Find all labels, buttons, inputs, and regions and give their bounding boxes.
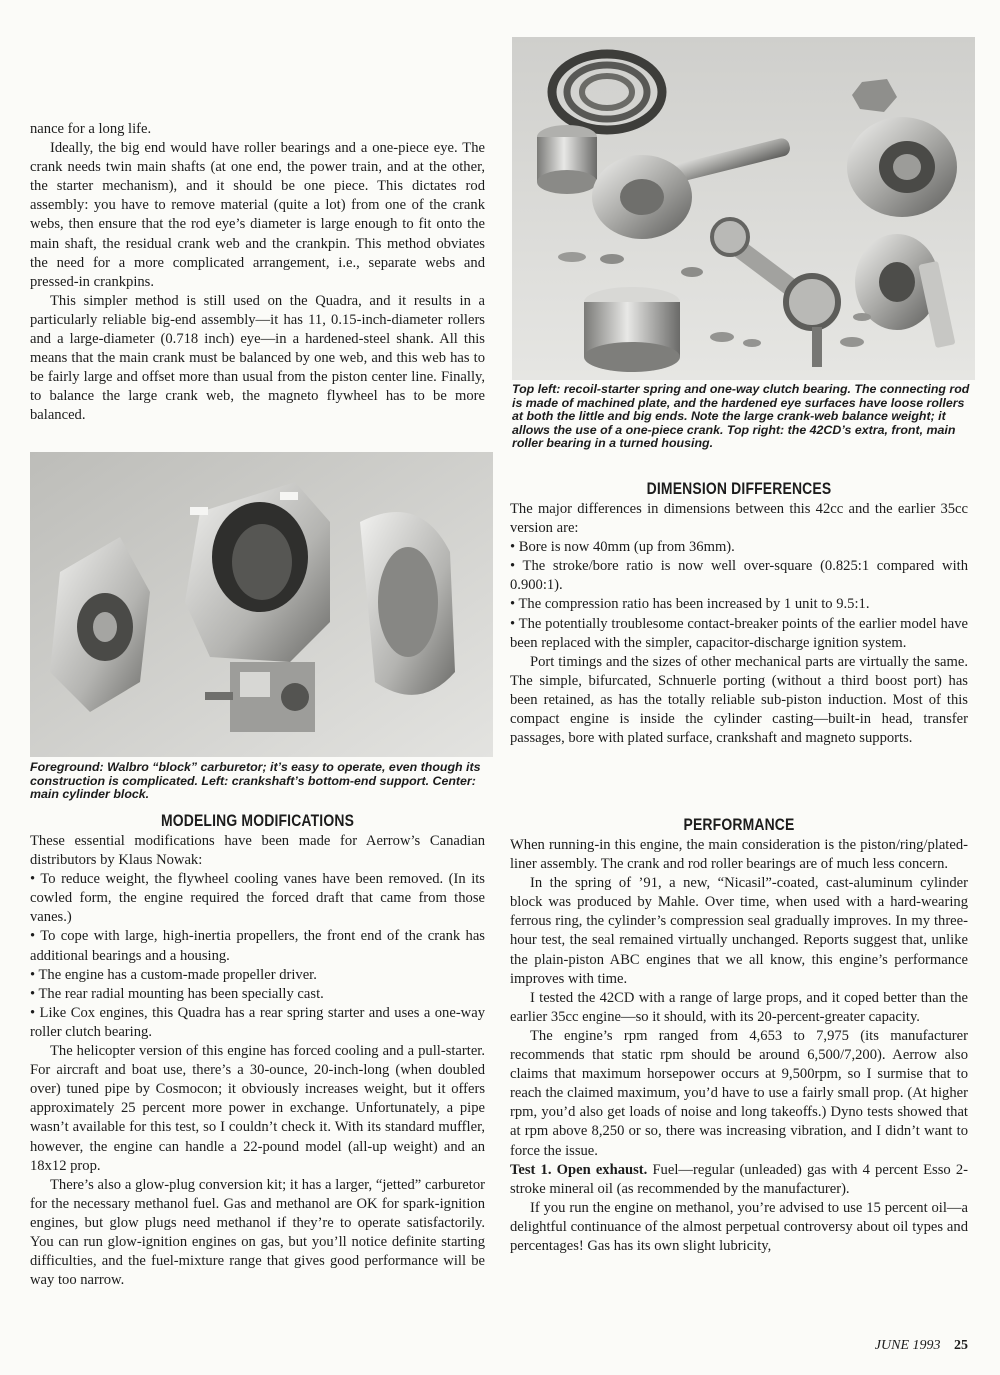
paragraph: In the spring of ’91, a new, “Nicasil”-coated, cast-aluminum cylinder block was produced by Mahle. Over time, when used with a hard-wearing ferrous ring, the cylinder’s compression seal gradually improves. In my three-hour test, the seal remained virtually unchanged. Reports suggest that, unlike the plain-piston ABC engines that we all know, this engine’s performance improves with time. [510, 875, 968, 987]
paragraph: This simpler method is still used on the Quadra, and it results in a particularly reliable big-end assembly—it has 11, 0.15-inch-diameter rollers and a large-diameter (0.718 inch) eye—in a hardened-steel shank. All this means that the main crank must be balanced by one web, and this web has to be fairly large and offset more than usual from the piston center line. Finally, to balance the large crank web, the magneto flywheel has to be more balanced. [30, 292, 485, 424]
bullet-item: • To cope with large, high-inertia propellers, the front end of the crank has additional bearings and a housing. [30, 928, 485, 964]
bullet-item: • Like Cox engines, this Quadra has a rear spring starter and uses a one-way roller clutch bearing. [30, 1004, 485, 1040]
article-column-left-bottom [30, 832, 485, 1290]
cylinder-block [185, 482, 330, 662]
issue-date: JUNE 1993 [874, 1338, 941, 1353]
paragraph: When running-in this engine, the main consideration is the piston/ring/plated-liner assembly. The crank and rod roller bearings are of much less concern. [510, 837, 968, 873]
article-column-right-bottom [510, 836, 968, 1256]
paragraph: These essential modifications have been made for Aerrow’s Canadian distributors by Klaus Nowak: [30, 833, 485, 869]
paragraph: The major differences in dimensions between this 42cc and the earlier 35cc version are: [510, 501, 968, 537]
piston [584, 287, 680, 372]
bullet-item: • The stroke/bore ratio is now well over-square (0.825:1 compared with 0.900:1). [510, 558, 968, 594]
section-heading-performance: PERFORMANCE [683, 815, 795, 834]
paragraph: Port timings and the sizes of other mechanical parts are virtually the same. The simple, bifurcated, Schnuerle porting (without a third boost port) has been retained, as has the totally reliable sub-piston induction. Most of this compact engine is inside the cylinder casting—built-in head, transfer passages, bore with plated surface, crankshaft and magneto supports. [510, 653, 968, 747]
engine-cover [360, 512, 455, 695]
engine-parts-illustration [512, 37, 975, 380]
test-label: Test 1. Open exhaust. [510, 1161, 648, 1178]
cylinder-block-photo [30, 452, 493, 757]
photo-caption-left: Foreground: Walbro “block” carburetor; it’s easy to operate, even though its construction is complicated. Left: crankshaft’s bottom-end support. Center: main cylinder block. [30, 760, 481, 802]
paragraph: There’s also a glow-plug conversion kit; it has a larger, “jetted” carburetor for the necessary methanol fuel. Gas and methanol are OK for spark-ignition engines, but glow plugs need methanol if they’re to operate satisfactorily. You can run glow-ignition engines on gas, but you’ll notice definite starting difficulties, and the fuel-mixture range that gives good performance will be way too narrow. [30, 1176, 485, 1289]
paragraph: If you run the engine on methanol, you’re advised to use 15 percent oil—a delightful continuance of the almost perpetual controversy about oil types and percentages! Gas has its own slight lubricity, [510, 1199, 968, 1254]
paragraph: Ideally, the big end would have roller bearings and a one-piece eye. The crank needs twin main shafts (at one end, the power train, and at the other, the starter mechanism), and it should be one piece. This dictates rod assembly: you have to remove material (quite a lot) from one of the crank webs, then ensure that the rod eye’s diameter is large enough to fit onto the main shaft, the residual crank web and the crankpin. This method obviates the need for a more complicated arrangement, i.e., separate webs and pressed-in crankpins. [30, 140, 485, 290]
cylinder-block-illustration [30, 452, 493, 757]
bullet-item: • The potentially troublesome contact-breaker points of the earlier model have been replaced with the simpler, capacitor-discharge ignition system. [510, 615, 968, 651]
article-column-left-top [30, 120, 485, 426]
engine-parts-photo [512, 37, 975, 380]
bullet-item: • To reduce weight, the flywheel cooling vanes have been removed. (In its cowled form, the engine required the forced draft that came from those vanes.) [30, 871, 485, 926]
photo-caption-top-right: Top left: recoil-starter spring and one-way clutch bearing. The connecting rod is made of machined plate, and the hardened eye surfaces have loose rollers at both the little and big ends. Note the large crank-web balance weight; it allows the use of a one-piece crank. Top right: the 42CD’s extra, front, main roller bearing in a turned housing. [512, 382, 970, 451]
test-paragraph [510, 1161, 968, 1199]
bullet-item: • The compression ratio has been increased by 1 unit to 9.5:1. [510, 596, 870, 613]
paragraph: I tested the 42CD with a range of large props, and it coped better than the earlier 35cc engine—so it should, with its 20-percent-greater capacity. [510, 989, 968, 1025]
bullet-item: • Bore is now 40mm (up from 36mm). [510, 539, 735, 556]
paragraph: The engine’s rpm ranged from 4,653 to 7,975 (its manufacturer recommends that static rpm should be around 6,500/7,200). Aerrow also claims that maximum horsepower occurs at 9,500rpm, so I surmise that to reach the claimed maximum, you’d have to use a fairly small prop. (At higher rpm, you’d also get loads of noise and long takeoffs.) Dyno tests showed that at rpm above 8,250 or so, there was increasing vibration, and I didn’t want to force the issue. [510, 1027, 968, 1159]
bullet-item: • The rear radial mounting has been specially cast. [30, 985, 324, 1002]
page-footer [875, 1338, 968, 1354]
article-column-right-middle [510, 500, 968, 748]
section-heading-modeling-modifications: MODELING MODIFICATIONS [160, 811, 355, 830]
roller-bearing-housing [847, 117, 957, 217]
bullet-item: • The engine has a custom-made propeller driver. [30, 966, 317, 983]
section-heading-dimension-differences: DIMENSION DIFFERENCES [646, 479, 832, 498]
paragraph: The helicopter version of this engine has forced cooling and a pull-starter. For aircraft and boat use, there’s a 30-ounce, 20-inch-long (when doubled over) tuned pipe by Cosmocon; it obviously increases weight, but it offers approximately 25 percent more power in exchange. Unfortunately, a pipe wasn’t available for this test, so I couldn’t check it. With its standard muffler, however, the engine can handle a 22-pound model (all-up weight) and an 18x12 prop. [30, 1043, 485, 1174]
paragraph: nance for a long life. [30, 121, 152, 137]
page-number: 25 [954, 1338, 968, 1353]
test-text: Fuel—regular (unleaded) gas with 4 percent Esso 2-stroke mineral oil (as recommended by the manufacturer). [510, 1161, 968, 1197]
